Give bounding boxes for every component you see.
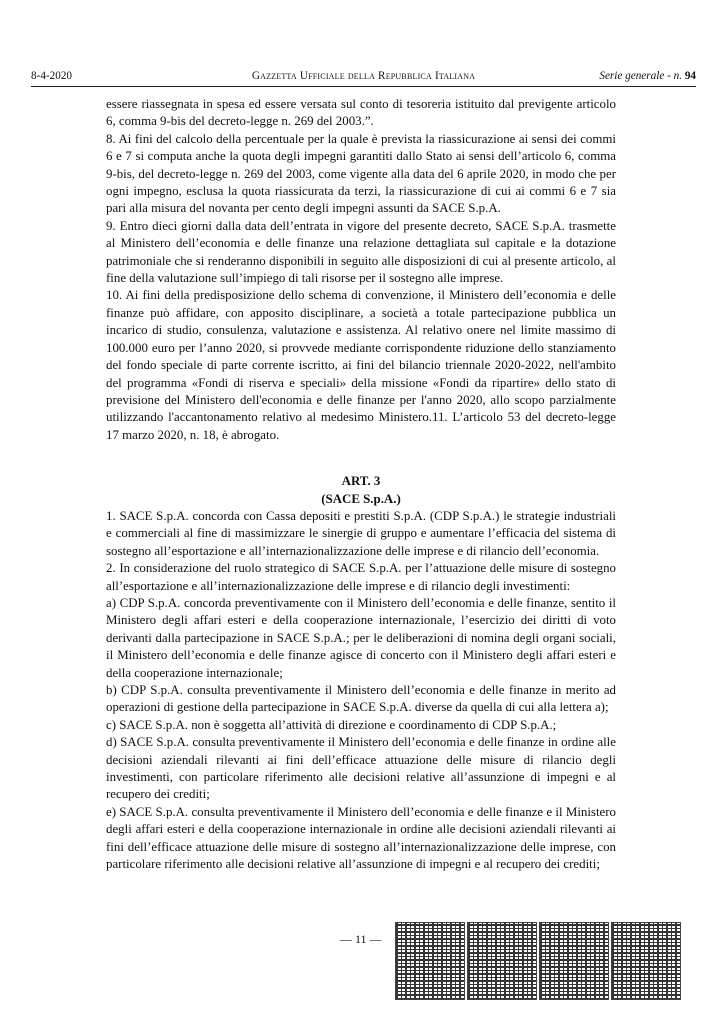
document-body bbox=[106, 96, 616, 873]
series-number: 94 bbox=[684, 70, 696, 82]
paragraph: essere riassegnata in spesa ed essere versata sul conto di tesoreria istituito dal previgente articolo 6, comma 9-bis del decreto-legge n. 269 del 2003.”. bbox=[106, 97, 616, 129]
series-info bbox=[599, 70, 696, 82]
paragraph: 9. Entro dieci giorni dalla data dell’entrata in vigore del presente decreto, SACE S.p.A. trasmette al Ministero dell’economia e delle finanze una relazione dettagliata sul capitale e la dotazione patrimoniale che si renderanno disponibili in seguito alle disposizioni di cui al presente articolo, al fine della valutazione sull’impiego di tali risorse per il sostegno alle imprese. bbox=[106, 218, 616, 286]
header-rule bbox=[31, 86, 696, 87]
paragraph: b) CDP S.p.A. consulta preventivamente il Ministero dell’economia e delle finanze in merito ad operazioni di gestione della partecipazione in SACE S.p.A. diverse da quella di cui alla lettera a); bbox=[106, 683, 616, 715]
paragraph: c) SACE S.p.A. non è soggetta all’attività di direzione e coordinamento di CDP S.p.A.; bbox=[106, 717, 557, 732]
paragraph: 1. SACE S.p.A. concorda con Cassa depositi e prestiti S.p.A. (CDP S.p.A.) le strategie industriali e commerciali al fine di massimizzare le sinergie di gruppo e aumentare l’efficacia del sistema di sostegno all’esportazione e all’internazionalizzazione delle imprese e di rilancio dell’economia. bbox=[106, 508, 616, 558]
barcode-strip bbox=[395, 922, 695, 998]
article-number: ART. 3 bbox=[341, 474, 381, 489]
article-heading: (SACE S.p.A.) bbox=[321, 491, 401, 506]
paragraph: 2. In considerazione del ruolo strategico di SACE S.p.A. per l’attuazione delle misure di sostegno all’esportazione e all’internazionalizzazione delle imprese e di rilancio degli investimenti: bbox=[106, 561, 616, 593]
paragraph: a) CDP S.p.A. concorda preventivamente con il Ministero dell’economia e delle finanze, sentito il Ministero degli affari esteri e della cooperazione internazionale, l’esercizio dei diritti di voto derivanti dalla partecipazione in SACE S.p.A.; per le deliberazioni di nomina degli organi sociali, il Ministero dell’economia e delle finanze agisce di concerto con il Ministero degli affari esteri e della cooperazione internazionale; bbox=[106, 595, 616, 680]
datamatrix-code bbox=[395, 922, 465, 1000]
section-gap bbox=[106, 444, 616, 473]
paragraph: 10. Ai fini della predisposizione dello schema di convenzione, il Ministero dell’economia e delle finanze può affidare, con apposito disciplinare, a società a totale partecipazione pubblica un incarico di studio, consulenza, valutazione e assistenza. Al relativo onere nel limite massimo di 100.000 euro per l’anno 2020, si provvede mediante corrispondente riduzione dello stanziamento del fondo speciale di parte corrente iscritto, ai fini del bilancio triennale 2020-2022, nell'ambito del programma «Fondi di riserva e speciali» della missione «Fondi da ripartire» dello stato di previsione del Ministero dell'economia e delle finanze per l'anno 2020, allo scopo parzialmente utilizzando l'accantonamento relativo al medesimo Ministero.11. L’articolo 53 del decreto-legge 17 marzo 2020, n. 18, è abrogato. bbox=[106, 288, 616, 442]
series-label: Serie generale - n. bbox=[599, 70, 683, 82]
datamatrix-code bbox=[611, 922, 681, 1000]
paragraph: 8. Ai fini del calcolo della percentuale per la quale è prevista la riassicurazione ai sensi dei commi 6 e 7 si computa anche la quota degli impegni garantiti dallo Stato ai sensi dell’articolo 6, comma 9-bis, del decreto-legge n. 269 del 2003, come vigente alla data del 6 aprile 2020, in modo che per ogni impegno, esclusa la quota riassicurata da terzi, la riassicurazione di cui ai commi 6 e 7 sia pari alla misura del novanta per cento degli impegni assunti da SACE S.p.A. bbox=[106, 131, 616, 216]
datamatrix-code bbox=[467, 922, 537, 1000]
gazette-title: Gazzetta Ufficiale della Repubblica Italiana bbox=[251, 70, 476, 82]
issue-date: 8-4-2020 bbox=[31, 70, 73, 82]
page-footer bbox=[0, 922, 724, 1002]
datamatrix-code bbox=[539, 922, 609, 1000]
page-header bbox=[31, 70, 696, 86]
paragraph: e) SACE S.p.A. consulta preventivamente il Ministero dell’economia e delle finanze e il Ministero degli affari esteri e della cooperazione internazionale in ordine alle decisioni aziendali rilevanti ai fini dell’efficace attuazione delle misure di sostegno all’internazionalizzazione delle imprese, con particolare riferimento alle decisioni relative all’assunzione di impegni e al recupero dei crediti; bbox=[106, 804, 616, 872]
paragraph: d) SACE S.p.A. consulta preventivamente il Ministero dell’economia e delle finanze in ordine alle decisioni aziendali rilevanti ai fini dell’efficace attuazione delle misure di rilancio degli investimenti, con particolare riferimento alle decisioni relative all’assunzione di impegni e al recupero dei crediti; bbox=[106, 735, 616, 802]
page-number: — 11 — bbox=[340, 932, 382, 946]
